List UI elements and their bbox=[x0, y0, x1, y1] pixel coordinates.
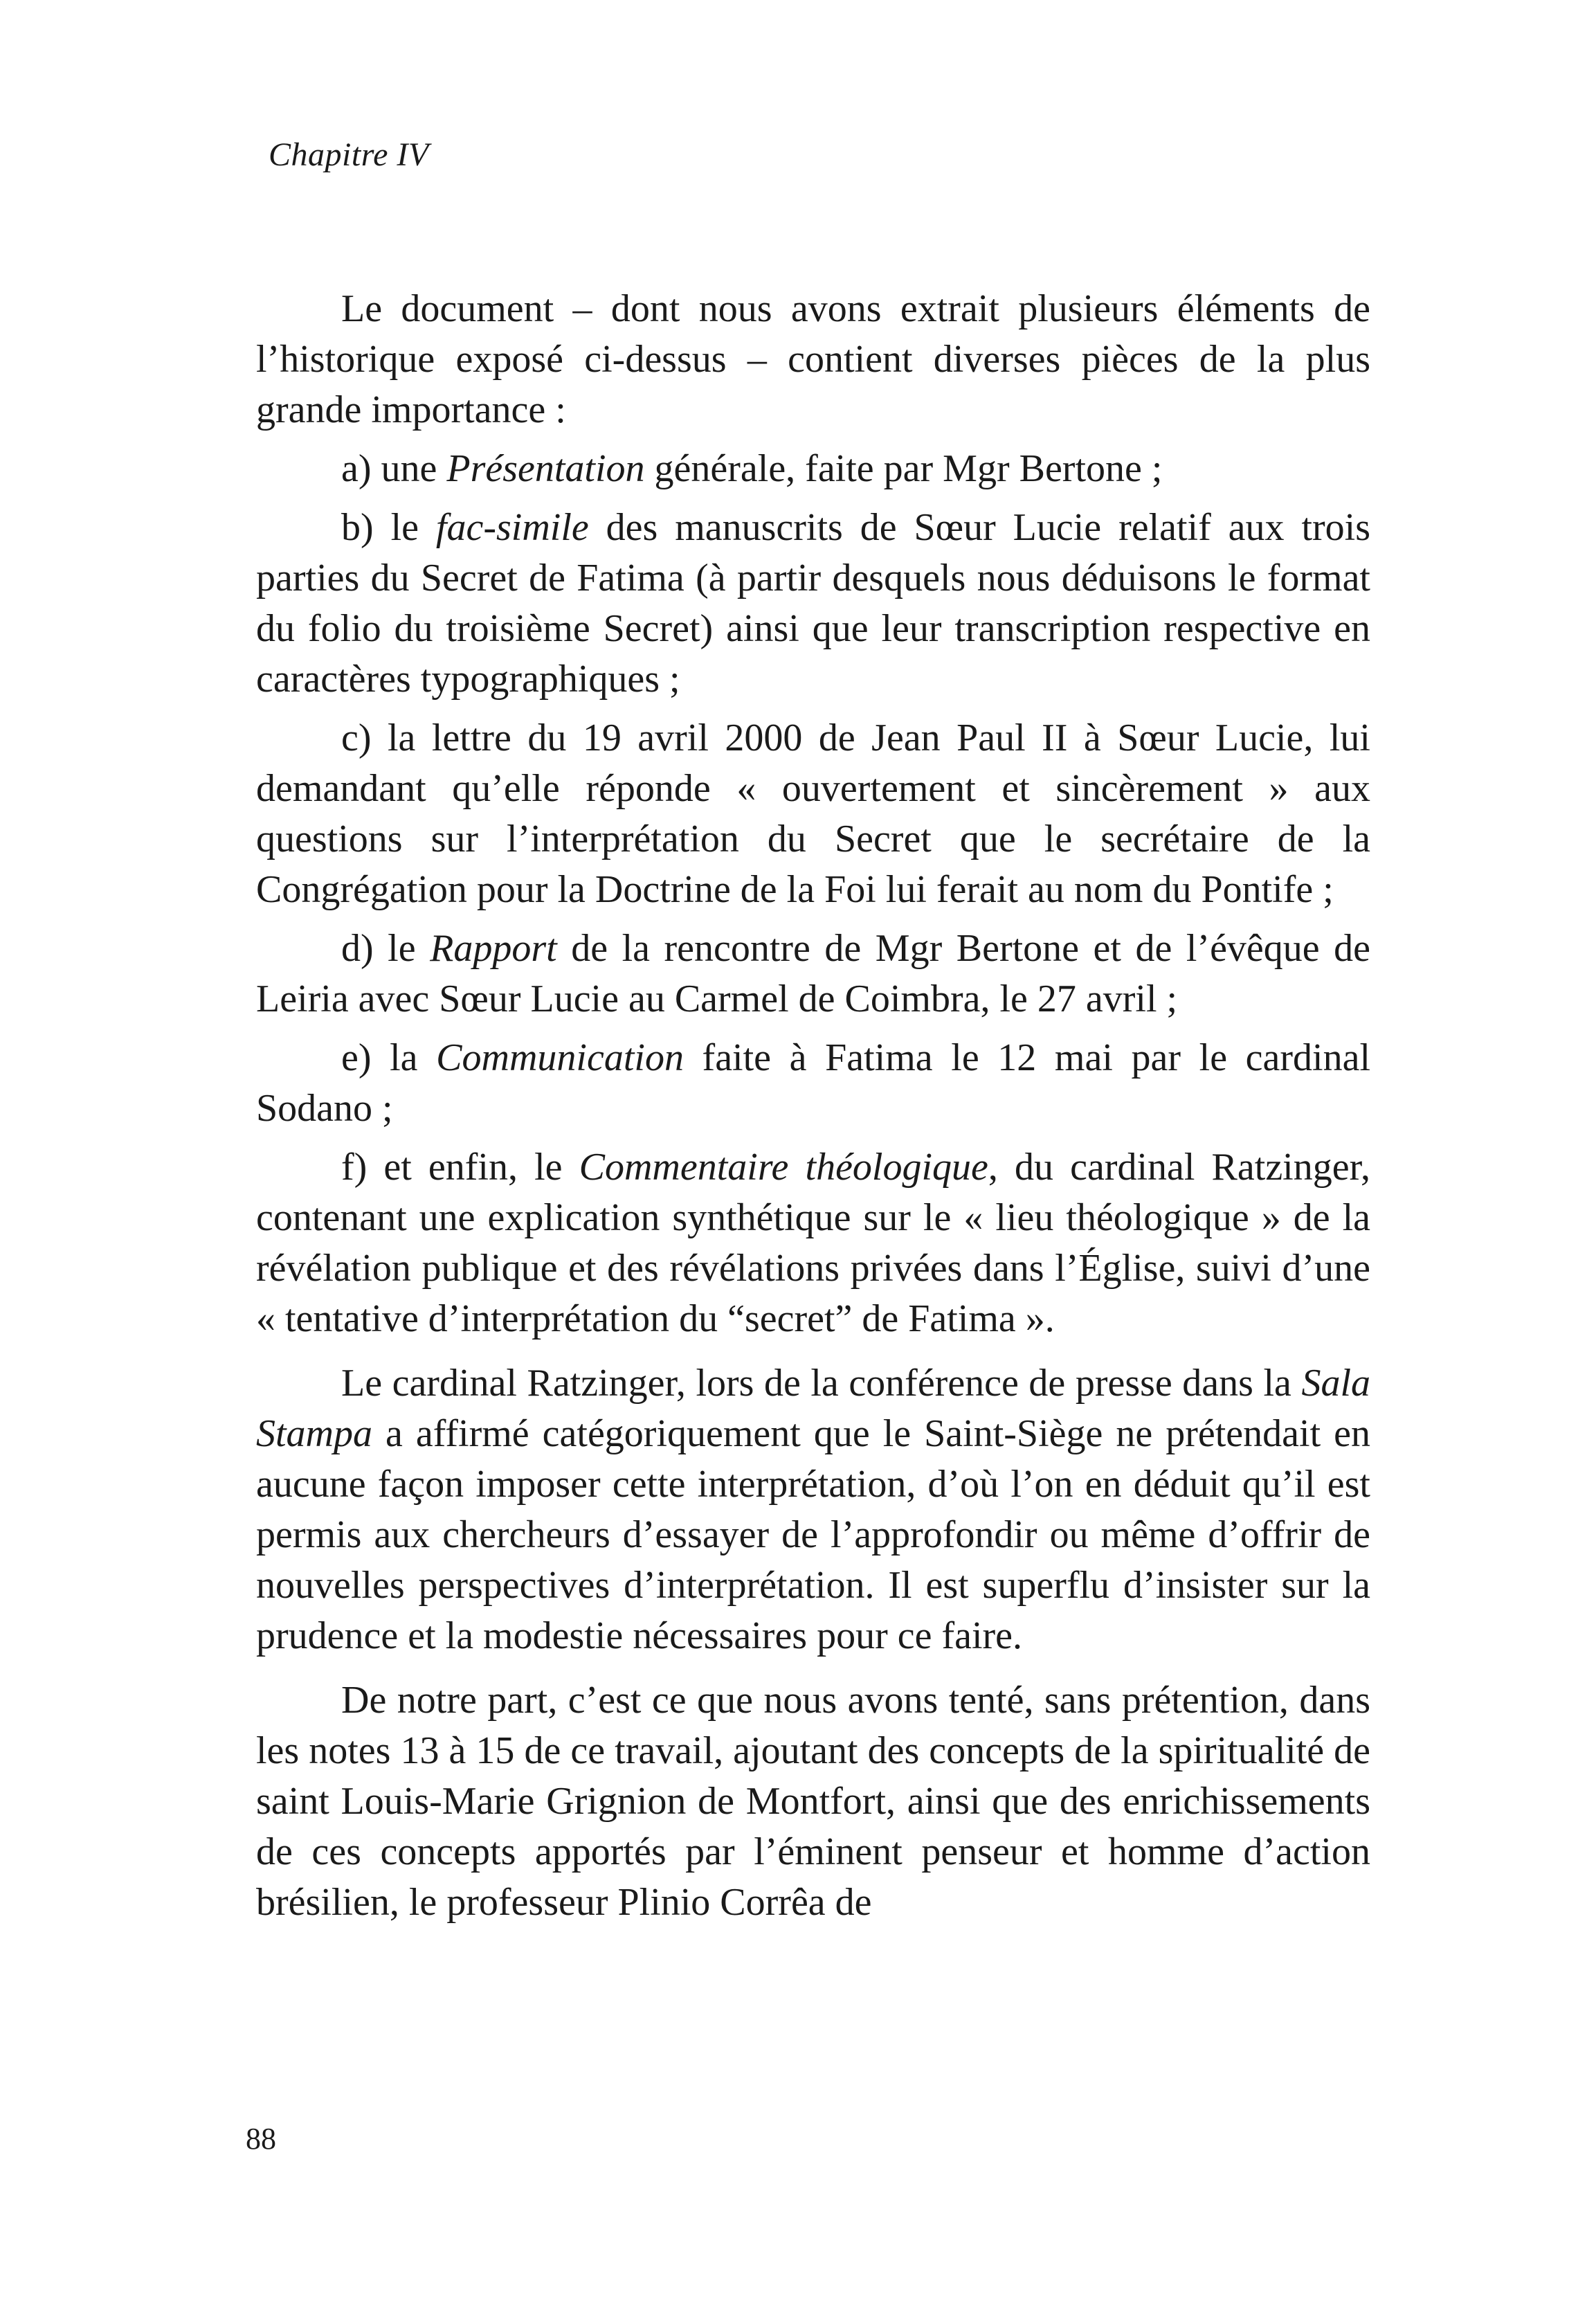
text-run: faite à Fatima le 12 mai par le cardinal Sodano ; bbox=[256, 1036, 1371, 1130]
list-item-d bbox=[256, 923, 1370, 1025]
text-run: a) une bbox=[341, 447, 447, 490]
text-run: e) la bbox=[341, 1036, 437, 1079]
paragraph-intro bbox=[256, 284, 1370, 435]
text-run: générale, faite par Mgr Bertone ; bbox=[644, 447, 1163, 490]
italic-text: Commentaire théologique bbox=[579, 1146, 988, 1189]
running-header: Chapitre IV bbox=[269, 136, 429, 173]
page-number: 88 bbox=[246, 2122, 276, 2156]
text-run: des manuscrits de Sœur Lucie relatif aux trois parties du Secret de Fatima (à partir desquels nous déduisons le format du folio du troisième Secret) ainsi que leur transcription respective en caractères typographiques ; bbox=[256, 506, 1371, 701]
italic-text: Rapport bbox=[430, 927, 557, 970]
text-run: a affirmé catégoriquement que le Saint-Siège ne prétendait en aucune façon imposer cette interprétation, d’où l’on en déduit qu’il est permis aux chercheurs d’essayer de l’approfondir ou même d’offrir de nouvelles perspectives d’interprétation. Il est superflu d’insister sur la prudence et la modestie nécessaires pour ce faire. bbox=[256, 1412, 1370, 1657]
italic-text: fac-simile bbox=[435, 506, 589, 549]
italic-text: Présentation bbox=[446, 447, 645, 490]
text-run: Le document – dont nous avons extrait plusieurs éléments de l’historique exposé ci-dessus – contient diverses pièces de la plus grande importance : bbox=[256, 287, 1370, 431]
list-item-e bbox=[256, 1033, 1370, 1134]
list-item-a bbox=[256, 444, 1370, 494]
text-run: d) le bbox=[341, 927, 430, 970]
list-item-f bbox=[256, 1142, 1370, 1344]
text-run: Le cardinal Ratzinger, lors de la conférence de presse dans la bbox=[341, 1362, 1302, 1405]
body-text bbox=[256, 284, 1370, 1936]
list-item-b bbox=[256, 503, 1370, 705]
italic-text: Communication bbox=[436, 1036, 684, 1079]
text-run: de la rencontre de Mgr Bertone et de l’évêque de Leiria avec Sœur Lucie au Carmel de Coimbra, le 27 avril ; bbox=[256, 927, 1371, 1020]
text-run: De notre part, c’est ce que nous avons tenté, sans prétention, dans les notes 13 à 15 de ce travail, ajoutant des concepts de la spiritualité de saint Louis-Marie Grignion de Montfort, ainsi que des enrichissements de ces concepts apportés par l’éminent penseur et homme d’action brésilien, le professeur Plinio Corrêa de bbox=[256, 1679, 1370, 1924]
paragraph-notre-part bbox=[256, 1675, 1370, 1928]
list-item-c bbox=[256, 713, 1370, 915]
text-run: b) le bbox=[341, 506, 436, 549]
text-run: c) la lettre du 19 avril 2000 de Jean Paul II à Sœur Lucie, lui demandant qu’elle réponde « ouvertement et sincèrement » aux questions sur l’interprétation du Secret que le secrétaire de la Congrégation pour la Doctrine de la Foi lui ferait au nom du Pontife ; bbox=[256, 716, 1370, 911]
paragraph-ratzinger bbox=[256, 1358, 1370, 1661]
italic-text: Sala Stampa bbox=[256, 1362, 1370, 1455]
text-run: f) et enfin, le bbox=[341, 1146, 579, 1189]
text-run: , du cardinal Ratzinger, contenant une explication synthétique sur le « lieu théologique » de la révélation publique et des révélations privées dans l’Église, suivi d’une « tentative d’interprétation du “secret” de Fatima ». bbox=[256, 1146, 1371, 1340]
